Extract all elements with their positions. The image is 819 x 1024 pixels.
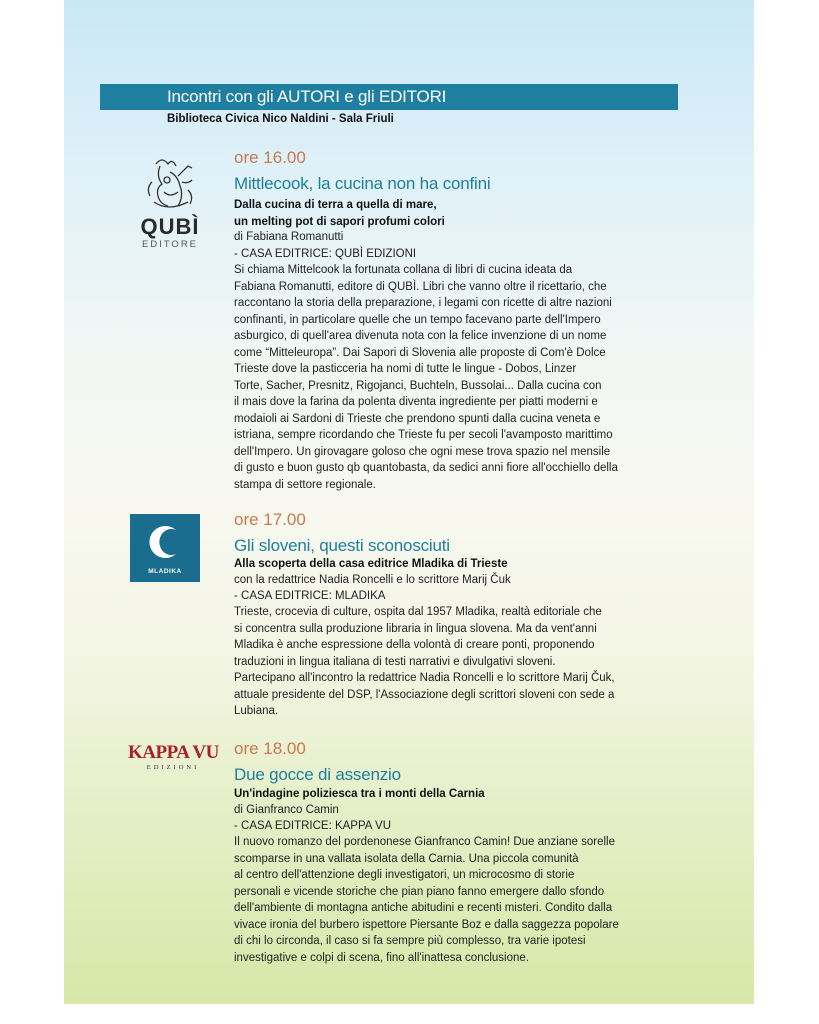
description-line: Partecipano all'incontro la redattrice Nadia Roncelli e lo scrittore Marij Čuk, bbox=[234, 672, 615, 684]
description-line: Lubiana. bbox=[234, 705, 279, 717]
event-description bbox=[234, 262, 618, 493]
event-author: di Gianfranco Camin bbox=[234, 804, 339, 816]
description-line: al centro dell'attenzione degli investigatori, un microcosmo di storie bbox=[234, 869, 575, 881]
event-title: Gli sloveni, questi sconosciuti bbox=[234, 536, 450, 555]
event-subtitle-line: Dalla cucina di terra a quella di mare, bbox=[234, 199, 437, 211]
description-line: Mladika è anche espressione della volontà di creare ponti, proponendo bbox=[234, 639, 595, 651]
description-line: istriana, sempre ricordando che Trieste fu per secoli l'avamposto marittimo bbox=[234, 429, 613, 441]
event-publisher: - CASA EDITRICE: QUBÌ EDIZIONI bbox=[234, 248, 417, 260]
description-line: personali e vicende storiche che pian piano fanno emergere dallo sfondo bbox=[234, 885, 605, 898]
event-subtitle bbox=[234, 556, 508, 573]
kappa-vu-logo-wordmark: KAPPA VU bbox=[128, 742, 219, 763]
event-description bbox=[234, 604, 615, 720]
description-line: traduzioni in lingua italiana di testi narrativi e divulgativi sloveni. bbox=[234, 655, 556, 668]
event-title: Due gocce di assenzio bbox=[234, 765, 401, 784]
description-line: stampa di settore regionale. bbox=[234, 478, 376, 491]
description-line: Il nuovo romanzo del pordenonese Gianfranco Camin! Due anziane sorelle bbox=[234, 836, 616, 848]
event-description bbox=[234, 834, 619, 966]
event-time: ore 17.00 bbox=[234, 510, 306, 529]
event-title: Mittlecook, la cucina non ha confini bbox=[234, 174, 491, 193]
description-line: scomparse in una vallata isolata della Carnia. Una piccola comunità bbox=[234, 852, 579, 865]
kappa-vu-logo bbox=[128, 742, 218, 776]
description-line: Torte, Sacher, Presnitz, Rigojanci, Buchteln, Bussolai... Dalla cucina con bbox=[234, 379, 602, 392]
event-publisher: - CASA EDITRICE: MLADIKA bbox=[234, 590, 386, 602]
qubi-logo bbox=[134, 152, 206, 254]
description-line: il mais dove la farina da polenta diventa ingrediente per piatti moderni e bbox=[234, 396, 598, 408]
description-line: modaioli ai Sardoni di Trieste che prendono spunti dalla cucina veneta e bbox=[234, 412, 601, 425]
mladika-crescent-icon bbox=[130, 514, 200, 570]
page-title: Incontri con gli AUTORI e gli EDITORI bbox=[167, 87, 447, 106]
qubi-logo-wordmark: QUBÌ bbox=[140, 214, 200, 239]
mladika-logo-wordmark: MLADIKA bbox=[148, 568, 182, 575]
description-line: Trieste, crocevia di culture, ospita dal 1957 Mladika, realtà editoriale che bbox=[234, 606, 602, 618]
description-line: Trieste dove la pasticceria ha nomi di tutte le lingue - Dobos, Linzer bbox=[234, 363, 577, 375]
event-author: di Fabiana Romanutti bbox=[234, 231, 344, 243]
description-line: attuale presidente del DSP, l'Associazione degli scrittori sloveni con sede a bbox=[234, 688, 615, 701]
description-line: dell'Impero. Un girovagare goloso che ogni mese trova spazio nel mensile bbox=[234, 445, 611, 458]
description-line: vivace ironia del burbero ispettore Piersante Boz e dalla saggezza popolare bbox=[234, 918, 619, 931]
mladika-logo bbox=[130, 514, 200, 582]
kappa-vu-logo-subtext: EDIZIONI bbox=[146, 764, 200, 771]
description-line: Si chiama Mittelcook la fortunata collana di libri di cucina ideata da bbox=[234, 264, 573, 276]
qubi-logo-subtext: EDITORE bbox=[141, 239, 199, 250]
event-subtitle-line: Alla scoperta della casa editrice Mladika di Trieste bbox=[234, 558, 508, 570]
event-subtitle-line: Un'indagine poliziesca tra i monti della Carnia bbox=[234, 788, 485, 800]
description-line: investigative e colpi di scena, fino all'inattesa conclusione. bbox=[234, 951, 529, 964]
description-line: confinanti, in particolare quelle che un tempo facevano parte dell'Impero bbox=[234, 313, 601, 326]
description-line: come “Mitteleuropa”. Dai Sapori di Slovenia alle proposte di Com'è Dolce bbox=[234, 346, 606, 359]
description-line: asburgico, di quell'area divenuta nota con la felice invenzione di un nome bbox=[234, 330, 607, 342]
event-subtitle bbox=[234, 786, 485, 803]
event-subtitle-line: un melting pot di sapori profumi colori bbox=[234, 215, 445, 228]
event-author: con la redattrice Nadia Roncelli e lo scrittore Marij Čuk bbox=[234, 574, 511, 586]
description-line: Fabiana Romanutti, editore di QUBÌ. Libri che vanno oltre il ricettario, che bbox=[234, 280, 607, 293]
event-subtitle bbox=[234, 197, 445, 230]
venue-subtitle: Biblioteca Civica Nico Naldini - Sala Friuli bbox=[167, 113, 394, 125]
event-publisher: - CASA EDITRICE: KAPPA VU bbox=[234, 820, 391, 832]
description-line: di gusto e buon gusto qb quantobasta, da sedici anni fiore all'occhiello della bbox=[234, 462, 618, 474]
description-line: raccontano la storia della preparazione, i legami con ricette di altre nazioni bbox=[234, 297, 612, 309]
description-line: si concentra sulla produzione libraria in lingua slovena. Ma da vent'anni bbox=[234, 622, 597, 635]
event-time: ore 16.00 bbox=[234, 148, 306, 167]
event-time: ore 18.00 bbox=[234, 739, 306, 758]
description-line: dell'ambiente di montagna antiche abitudini e recenti misteri. Condito dalla bbox=[234, 902, 613, 914]
description-line: di chi lo circonda, il caso si fa sempre più complesso, tra varie ipotesi bbox=[234, 935, 586, 947]
chef-illustration-icon bbox=[134, 152, 206, 214]
